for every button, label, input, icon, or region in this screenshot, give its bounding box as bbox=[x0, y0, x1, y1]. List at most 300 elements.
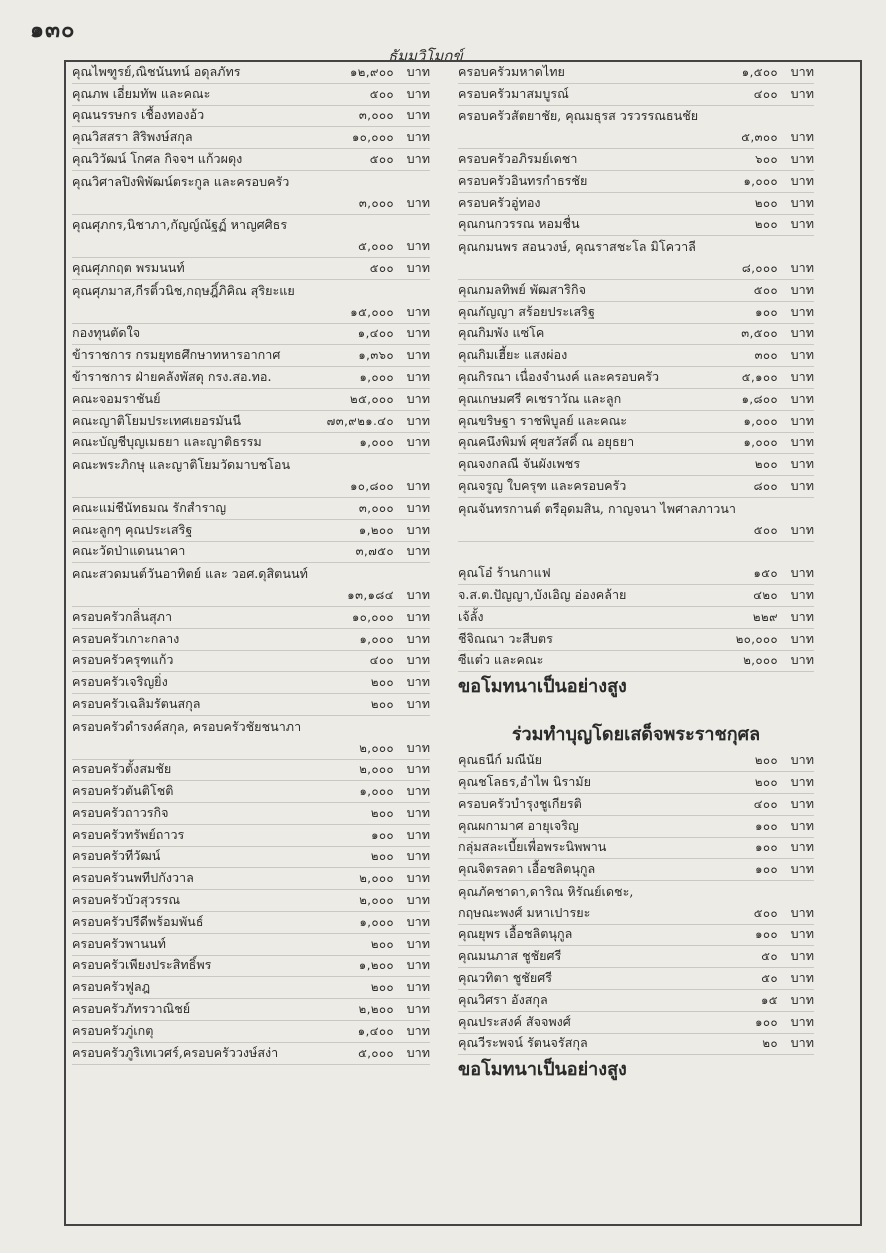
thanks-heading-1: ขอโมทนาเป็นอย่างสูง bbox=[458, 676, 627, 698]
currency-label: บาท bbox=[406, 543, 430, 559]
donor-row bbox=[458, 324, 814, 346]
donor-name: เจ้ลั้ง bbox=[458, 608, 484, 624]
donor-row bbox=[72, 193, 430, 215]
donor-name: คุณธนีก์ มณีนัย bbox=[458, 752, 543, 768]
thanks-heading-2: ขอโมทนาเป็นอย่างสูง bbox=[458, 1059, 627, 1081]
donation-amount: ๑๒,๙๐๐ bbox=[350, 64, 394, 79]
currency-label: บาท bbox=[790, 477, 814, 493]
donor-name: ครอบครัวเจริญยิ่ง bbox=[72, 674, 168, 690]
donor-name: ครอบครัวบำรุงชูเกียรติ bbox=[458, 795, 582, 811]
currency-label: บาท bbox=[406, 630, 430, 646]
donor-row bbox=[458, 345, 814, 367]
donor-row bbox=[458, 794, 814, 816]
currency-label: บาท bbox=[790, 773, 814, 789]
currency-label: บาท bbox=[406, 935, 430, 951]
donor-list-a bbox=[458, 62, 814, 672]
donation-amount: ๑,๓๖๐ bbox=[358, 348, 394, 363]
donor-name: คุณภพ เอี่ยมทัพ และคณะ bbox=[72, 85, 211, 101]
donor-name: คุณจรูญ ใบครุฑ และครอบครัว bbox=[458, 477, 627, 493]
donor-name: คุณชโลธร,อำไพ นิรามัย bbox=[458, 773, 591, 789]
currency-label: บาท bbox=[406, 761, 430, 777]
currency-label: บาท bbox=[406, 259, 430, 275]
currency-label: บาท bbox=[790, 325, 814, 341]
donor-row bbox=[72, 738, 430, 760]
donor-row bbox=[458, 84, 814, 106]
donation-amount: ๒,๐๐๐ bbox=[359, 762, 394, 777]
donor-row bbox=[458, 607, 814, 629]
donation-amount: ๒,๐๐๐ bbox=[743, 653, 778, 668]
donor-row bbox=[72, 977, 430, 999]
donor-list-b bbox=[458, 750, 814, 1055]
donor-name: ครอบครัวมหาดไทย bbox=[458, 63, 565, 79]
donation-amount: ๒๐๐ bbox=[754, 217, 778, 232]
donor-row bbox=[72, 956, 430, 978]
donor-name: ครอบครัวทีวัฒน์ bbox=[72, 848, 161, 864]
donation-amount: ๑,๔๐๐ bbox=[357, 1023, 394, 1038]
donor-name: คุณจันทรกานต์ ตรีอุดมสิน, กาญจนา ไพศาลภาวนา bbox=[458, 500, 736, 516]
donor-row bbox=[458, 498, 814, 520]
donor-row bbox=[458, 563, 814, 585]
currency-label: บาท bbox=[790, 259, 814, 275]
currency-label: บาท bbox=[406, 1022, 430, 1038]
donor-row bbox=[458, 193, 814, 215]
donation-amount: ๒,๒๐๐ bbox=[358, 1002, 394, 1017]
donor-row bbox=[72, 672, 430, 694]
currency-label: บาท bbox=[406, 892, 430, 908]
donor-name: กองทุนตัดใจ bbox=[72, 325, 141, 341]
currency-label: บาท bbox=[406, 303, 430, 319]
donor-name: ครอบครัวภัทรวาณิชย์ bbox=[72, 1001, 191, 1017]
donation-amount: ๕๐ bbox=[761, 971, 778, 986]
currency-label: บาท bbox=[790, 347, 814, 363]
donor-row bbox=[72, 847, 430, 869]
currency-label: บาท bbox=[790, 150, 814, 166]
donor-name: คุณจงกลณี จันผังเพชร bbox=[458, 456, 581, 472]
currency-label: บาท bbox=[406, 434, 430, 450]
donor-row bbox=[72, 999, 430, 1021]
donor-row bbox=[458, 968, 814, 990]
donation-amount: ๒๐๐ bbox=[754, 457, 778, 472]
donor-name: คุณนรรษกร เชื้องทองอ้ว bbox=[72, 107, 205, 123]
donor-row bbox=[72, 367, 430, 389]
donor-name: คุณมนภาส ชูชัยศรี bbox=[458, 948, 562, 964]
donor-row bbox=[458, 838, 814, 860]
donation-amount: ๕,๑๐๐ bbox=[741, 369, 778, 384]
donor-row bbox=[458, 629, 814, 651]
donor-name: ข้าราชการ กรมยุทธศึกษาทหารอากาศ bbox=[72, 347, 281, 363]
donor-name: ครอบครัวเฉลิมรัตนสกุล bbox=[72, 695, 201, 711]
donor-row bbox=[72, 345, 430, 367]
donor-name: ซีแต๋ว และคณะ bbox=[458, 652, 544, 668]
donor-name: คุณเกษมศรี คเชราวัณ และลูก bbox=[458, 390, 622, 406]
donation-amount: ๑๕๐ bbox=[753, 566, 778, 581]
donor-name: คณะจอมราชันย์ bbox=[72, 390, 161, 406]
donation-amount: ๓,๐๐๐ bbox=[358, 500, 394, 515]
donor-row bbox=[458, 106, 814, 128]
donor-name: ครอบครัวปรีดีพร้อมพันธ์ bbox=[72, 913, 204, 929]
donation-amount: ๑๐๐ bbox=[755, 818, 778, 833]
donation-amount: ๑๐,๐๐๐ bbox=[351, 130, 394, 145]
section-gap bbox=[458, 702, 814, 720]
donor-row bbox=[72, 215, 430, 237]
donation-amount: ๘,๐๐๐ bbox=[741, 260, 778, 275]
currency-label: บาท bbox=[406, 238, 430, 254]
donor-row bbox=[72, 520, 430, 542]
donation-amount: ๑,๐๐๐ bbox=[359, 435, 394, 450]
donor-row bbox=[72, 868, 430, 890]
donor-row bbox=[72, 389, 430, 411]
donation-amount: ๑,๕๐๐ bbox=[741, 64, 778, 79]
currency-label: บาท bbox=[406, 913, 430, 929]
donor-name: คุณวทิตา ชูชัยศรี bbox=[458, 970, 552, 986]
donation-amount: ๑๐๐ bbox=[755, 304, 778, 319]
donor-row bbox=[458, 585, 814, 607]
currency-label: บาท bbox=[790, 948, 814, 964]
currency-label: บาท bbox=[406, 695, 430, 711]
donor-row bbox=[72, 1021, 430, 1043]
currency-label: บาท bbox=[790, 281, 814, 297]
donor-row bbox=[458, 750, 814, 772]
donor-row bbox=[72, 760, 430, 782]
donation-amount: ๑๐,๐๐๐ bbox=[351, 609, 394, 624]
currency-label: บาท bbox=[406, 586, 430, 602]
donor-name: คุณวีระพจน์ รัตนจรัสกุล bbox=[458, 1035, 588, 1051]
donor-row bbox=[72, 629, 430, 651]
currency-label: บาท bbox=[406, 390, 430, 406]
donation-amount: ๑๐๐ bbox=[371, 827, 394, 842]
donor-row bbox=[72, 585, 430, 607]
donor-row bbox=[458, 454, 814, 476]
donation-amount: ๒,๐๐๐ bbox=[359, 871, 394, 886]
running-title: ธัมมวิโมกข์ bbox=[388, 47, 463, 65]
donor-row bbox=[458, 542, 814, 564]
donor-name: คุณศุภกฤต พรมนนท์ bbox=[72, 259, 185, 275]
currency-label: บาท bbox=[406, 150, 430, 166]
currency-label: บาท bbox=[790, 303, 814, 319]
donor-row bbox=[458, 127, 814, 149]
currency-label: บาท bbox=[406, 1044, 430, 1060]
donor-row bbox=[458, 990, 814, 1012]
currency-label: บาท bbox=[790, 565, 814, 581]
donation-amount: ๑,๐๐๐ bbox=[359, 784, 394, 799]
donor-name: คุณกมนพร สอนวงษ์, คุณราสชะโล มิโควาลี bbox=[458, 239, 696, 255]
donor-name: ชีจิณณา วะสีบตร bbox=[458, 630, 553, 646]
donation-amount: ๒๐,๐๐๐ bbox=[735, 631, 778, 646]
donor-row bbox=[72, 62, 430, 84]
donor-name: ครอบครัวครุฑแก้ว bbox=[72, 652, 174, 668]
donor-name: คุณคนึงพิมพ์ ศุขสวัสดิ์ ณ อยุธยา bbox=[458, 434, 635, 450]
donor-name: คุณวิศรา อังสกุล bbox=[458, 991, 548, 1007]
currency-label: บาท bbox=[790, 795, 814, 811]
donor-name: ครอบครัวเพียงประสิทธิ์พร bbox=[72, 957, 212, 973]
donation-amount: ๔๐๐ bbox=[369, 653, 394, 668]
donor-name: คุณยุพร เอื้อชลิตนุกูล bbox=[458, 926, 573, 942]
donation-amount: ๒๐๐ bbox=[370, 936, 394, 951]
donor-row bbox=[72, 280, 430, 302]
donor-name: คุณวิสสรา สิริพงษ์สกุล bbox=[72, 129, 193, 145]
donation-amount: ๓,๕๐๐ bbox=[741, 326, 778, 341]
currency-label: บาท bbox=[790, 752, 814, 768]
donor-row bbox=[72, 563, 430, 585]
currency-label: บาท bbox=[790, 1035, 814, 1051]
donor-row bbox=[72, 84, 430, 106]
donation-amount: ๕๐๐ bbox=[369, 151, 394, 166]
donation-amount: ๑,๐๐๐ bbox=[359, 631, 394, 646]
currency-label: บาท bbox=[790, 521, 814, 537]
donor-row bbox=[72, 607, 430, 629]
donation-amount: ๑๐๐ bbox=[755, 927, 778, 942]
donor-name: คุณโอ๋ ร้านกาแฟ bbox=[458, 565, 551, 581]
donor-row bbox=[72, 781, 430, 803]
currency-label: บาท bbox=[406, 979, 430, 995]
currency-label: บาท bbox=[406, 652, 430, 668]
donor-name: ครอบครัวทรัพย์ถาวร bbox=[72, 826, 185, 842]
donation-amount: ๑๐๐ bbox=[755, 862, 778, 877]
donor-name: ครอบครัวนพทีปกังวาล bbox=[72, 870, 194, 886]
donation-amount: ๘๐๐ bbox=[753, 478, 778, 493]
left-column bbox=[72, 62, 430, 1065]
donor-row bbox=[458, 411, 814, 433]
donor-row bbox=[72, 149, 430, 171]
donor-name: คณะพระภิกษุ และญาติโยมวัดมาบชโอน bbox=[72, 457, 291, 473]
donor-name: ครอบครัวภูริเทเวศร์,ครอบครัววงษ์สง่า bbox=[72, 1044, 279, 1060]
currency-label: บาท bbox=[790, 456, 814, 472]
currency-label: บาท bbox=[790, 652, 814, 668]
donor-row bbox=[72, 803, 430, 825]
currency-label: บาท bbox=[790, 368, 814, 384]
donor-row bbox=[72, 324, 430, 346]
section-heading: ร่วมทำบุญโดยเสด็จพระราชกุศล bbox=[511, 724, 761, 746]
donor-name: คุณจิตรลดา เอื้อชลิตนุกูล bbox=[458, 861, 596, 877]
donation-amount: ๖๐๐ bbox=[755, 151, 778, 166]
donation-amount: ๒๐ bbox=[762, 1036, 778, 1051]
donor-row bbox=[72, 912, 430, 934]
donor-row bbox=[458, 302, 814, 324]
currency-label: บาท bbox=[790, 817, 814, 833]
right-column bbox=[458, 62, 814, 1085]
currency-label: บาท bbox=[790, 129, 814, 145]
donation-amount: ๑,๐๐๐ bbox=[743, 173, 778, 188]
donor-row bbox=[458, 772, 814, 794]
donor-row bbox=[458, 903, 814, 925]
donation-amount: ๑๕ bbox=[760, 992, 778, 1007]
donor-name: คณะลูกๆ คุณประเสริฐ bbox=[72, 521, 193, 537]
donor-row bbox=[458, 149, 814, 171]
donation-amount: ๔๐๐ bbox=[753, 796, 778, 811]
donor-row bbox=[72, 651, 430, 673]
currency-label: บาท bbox=[406, 783, 430, 799]
currency-label: บาท bbox=[790, 434, 814, 450]
donor-name: ครอบครัวกลิ่นสุภา bbox=[72, 608, 173, 624]
currency-label: บาท bbox=[406, 1001, 430, 1017]
donation-amount: ๒,๐๐๐ bbox=[359, 893, 394, 908]
donation-amount: ๓,๗๕๐ bbox=[355, 544, 394, 559]
donor-name: ครอบครัวสัตยาชัย, คุณมธุรส วรวรรณธนชัย bbox=[458, 108, 699, 124]
donor-row bbox=[458, 816, 814, 838]
currency-label: บาท bbox=[406, 957, 430, 973]
currency-label: บาท bbox=[406, 347, 430, 363]
donation-amount: ๓,๐๐๐ bbox=[358, 108, 394, 123]
donor-row bbox=[72, 302, 430, 324]
currency-label: บาท bbox=[790, 412, 814, 428]
donor-name: คณะวัดป่าแดนนาคา bbox=[72, 543, 186, 559]
currency-label: บาท bbox=[406, 826, 430, 842]
currency-label: บาท bbox=[790, 904, 814, 920]
donor-name: ครอบครัวฟูลฎ bbox=[72, 979, 151, 995]
donation-amount: ๑๐,๘๐๐ bbox=[350, 478, 394, 493]
donor-row bbox=[458, 1012, 814, 1034]
donor-name: คณะสวดมนต์วันอาทิตย์ และ วอศ.ดุสิตนนท์ bbox=[72, 566, 308, 582]
donor-row bbox=[72, 716, 430, 738]
donor-row bbox=[458, 946, 814, 968]
donation-amount: ๒๐๐ bbox=[370, 696, 394, 711]
donation-amount: ๑,๐๐๐ bbox=[743, 413, 778, 428]
donor-name: คุณกิรณา เนื่องจำนงค์ และครอบครัว bbox=[458, 368, 660, 384]
currency-label: บาท bbox=[790, 63, 814, 79]
currency-label: บาท bbox=[406, 477, 430, 493]
donation-amount: ๑๐๐ bbox=[755, 1014, 778, 1029]
donor-name: ครอบครัวเกาะกลาง bbox=[72, 630, 180, 646]
currency-label: บาท bbox=[406, 412, 430, 428]
currency-label: บาท bbox=[406, 194, 430, 210]
donor-name: คุณศุภกร,นิชาภา,กัญญ์ณัฐฏ์ หาญศศิธร bbox=[72, 217, 288, 233]
donor-row bbox=[458, 236, 814, 258]
donor-row bbox=[458, 367, 814, 389]
donor-name: คุณกนกวรรณ หอมชื่น bbox=[458, 216, 580, 232]
currency-label: บาท bbox=[406, 85, 430, 101]
donation-amount: ๕๐๐ bbox=[369, 260, 394, 275]
donation-amount: ๑,๒๐๐ bbox=[358, 522, 394, 537]
donation-amount: ๑,๐๐๐ bbox=[359, 369, 394, 384]
donation-amount: ๒๐๐ bbox=[754, 195, 778, 210]
donor-name: ครอบครัวพานนท์ bbox=[72, 935, 166, 951]
donation-amount: ๕,๓๐๐ bbox=[741, 130, 778, 145]
currency-label: บาท bbox=[406, 521, 430, 537]
currency-label: บาท bbox=[406, 870, 430, 886]
donation-amount: ๒๐๐ bbox=[370, 675, 394, 690]
donor-row bbox=[72, 1043, 430, 1065]
donor-name: คณะญาติโยมประเทศเยอรมันนี bbox=[72, 412, 241, 428]
donor-name: ข้าราชการ ฝ่ายคลังพัสดุ กรง.สอ.ทอ. bbox=[72, 368, 272, 384]
donor-name: คุณวิศาลปิงพิพัฒน์ตระกูล และครอบครัว bbox=[72, 173, 290, 189]
donation-amount: ๑๕,๐๐๐ bbox=[350, 304, 394, 319]
donor-name: ครอบครัวตันติโชติ bbox=[72, 783, 174, 799]
donor-row bbox=[72, 236, 430, 258]
donor-row bbox=[458, 62, 814, 84]
donor-row bbox=[458, 433, 814, 455]
donor-row bbox=[458, 651, 814, 673]
donor-row bbox=[72, 476, 430, 498]
donor-row bbox=[458, 280, 814, 302]
donation-amount: ๑,๘๐๐ bbox=[741, 391, 778, 406]
page-number: ๑๓๐ bbox=[30, 17, 76, 43]
currency-label: บาท bbox=[406, 739, 430, 755]
currency-label: บาท bbox=[790, 216, 814, 232]
donation-amount: ๑,๐๐๐ bbox=[743, 435, 778, 450]
donor-name: คุณกมลทิพย์ พัฒสาริกิจ bbox=[458, 281, 586, 297]
donor-row bbox=[458, 520, 814, 542]
currency-label: บาท bbox=[790, 586, 814, 602]
donation-amount: ๒๕,๐๐๐ bbox=[350, 391, 394, 406]
donor-name: ครอบครัวดำรงค์สกุล, ครอบครัวชัยชนาภา bbox=[72, 718, 302, 734]
donor-name: คณะบัญชีบุญเมธยา และญาติธรรม bbox=[72, 434, 262, 450]
currency-label: บาท bbox=[406, 499, 430, 515]
donor-name: คุณประสงค์ สัจจพงศ์ bbox=[458, 1013, 571, 1029]
donor-name: คุณกัญญา สร้อยประเสริฐ bbox=[458, 303, 595, 319]
donor-name: คุณภัคชาดา,ดาริณ หิรัณย์เดชะ, bbox=[458, 883, 634, 899]
donation-amount: ๒๐๐ bbox=[370, 805, 394, 820]
currency-label: บาท bbox=[406, 107, 430, 123]
donor-name: ครอบครัวถาวรกิจ bbox=[72, 804, 169, 820]
donor-row bbox=[458, 215, 814, 237]
donor-name: คุณกิมพัง แซ่โค bbox=[458, 325, 545, 341]
donor-name: คณะแม่ชีนัทธมณ รักสำราญ bbox=[72, 499, 227, 515]
currency-label: บาท bbox=[790, 608, 814, 624]
currency-label: บาท bbox=[406, 674, 430, 690]
donor-row bbox=[458, 881, 814, 903]
donation-amount: ๑,๒๐๐ bbox=[358, 958, 394, 973]
donor-name: คุณวิวัฒน์ โกศล กิจจฯ แก้วผดุง bbox=[72, 150, 243, 166]
donor-row bbox=[72, 454, 430, 476]
donor-name: คุณกิมเฮี้ยะ แสงผ่อง bbox=[458, 347, 568, 363]
donor-row bbox=[72, 934, 430, 956]
donor-name: คุณผกามาศ อายุเจริญ bbox=[458, 817, 579, 833]
donation-amount: ๑,๔๐๐ bbox=[357, 326, 394, 341]
currency-label: บาท bbox=[406, 63, 430, 79]
currency-label: บาท bbox=[406, 325, 430, 341]
donor-name: ครอบครัวอภิรมย์เดชา bbox=[458, 150, 578, 166]
donor-row bbox=[72, 542, 430, 564]
donor-row bbox=[72, 825, 430, 847]
currency-label: บาท bbox=[406, 804, 430, 820]
donor-name: คุณไพฑูรย์,ณิชนันทน์ อดุลภัทร bbox=[72, 63, 241, 79]
donor-name: ครอบครัวอินทรกำธรชัย bbox=[458, 172, 588, 188]
donation-amount: ๑๓,๑๘๔ bbox=[347, 587, 394, 602]
donation-amount: ๓๐๐ bbox=[754, 348, 778, 363]
donor-name: ครอบครัวมาสมบูรณ์ bbox=[458, 85, 569, 101]
currency-label: บาท bbox=[790, 390, 814, 406]
donation-amount: ๕,๐๐๐ bbox=[358, 239, 394, 254]
donation-amount: ๒๐๐ bbox=[754, 753, 778, 768]
donor-row bbox=[72, 411, 430, 433]
donation-amount: ๒๒๙ bbox=[752, 609, 778, 624]
donation-amount: ๒,๐๐๐ bbox=[359, 740, 394, 755]
donation-amount: ๕๐๐ bbox=[369, 86, 394, 101]
currency-label: บาท bbox=[406, 848, 430, 864]
donation-amount: ๔๐๐ bbox=[753, 86, 778, 101]
currency-label: บาท bbox=[790, 970, 814, 986]
donor-row bbox=[458, 1034, 814, 1056]
donor-row bbox=[458, 389, 814, 411]
donor-name: คุณศุภมาส,กีรติ์วนิช,กฤษฎิ์ภิคิณ สุริยะแย bbox=[72, 282, 295, 298]
donation-amount: ๕,๐๐๐ bbox=[358, 1045, 394, 1060]
currency-label: บาท bbox=[790, 172, 814, 188]
currency-label: บาท bbox=[406, 129, 430, 145]
currency-label: บาท bbox=[790, 861, 814, 877]
donor-name: ครอบครัวอู่ทอง bbox=[458, 194, 541, 210]
donation-amount: ๕๐๐ bbox=[753, 905, 778, 920]
currency-label: บาท bbox=[406, 608, 430, 624]
donor-name: คุณขริษฐา ราชพิบูลย์ และคณะ bbox=[458, 412, 628, 428]
donation-amount: ๗๓,๙๒๑.๔๐ bbox=[326, 413, 394, 428]
donation-amount: ๒๐๐ bbox=[370, 849, 394, 864]
donor-name: ครอบครัวภู่เกตุ bbox=[72, 1022, 154, 1038]
donation-amount: ๓,๐๐๐ bbox=[358, 195, 394, 210]
donor-row bbox=[72, 258, 430, 280]
donation-amount: ๔๒๐ bbox=[753, 587, 778, 602]
donation-amount: ๒๐๐ bbox=[754, 774, 778, 789]
donation-amount: ๒๐๐ bbox=[370, 980, 394, 995]
